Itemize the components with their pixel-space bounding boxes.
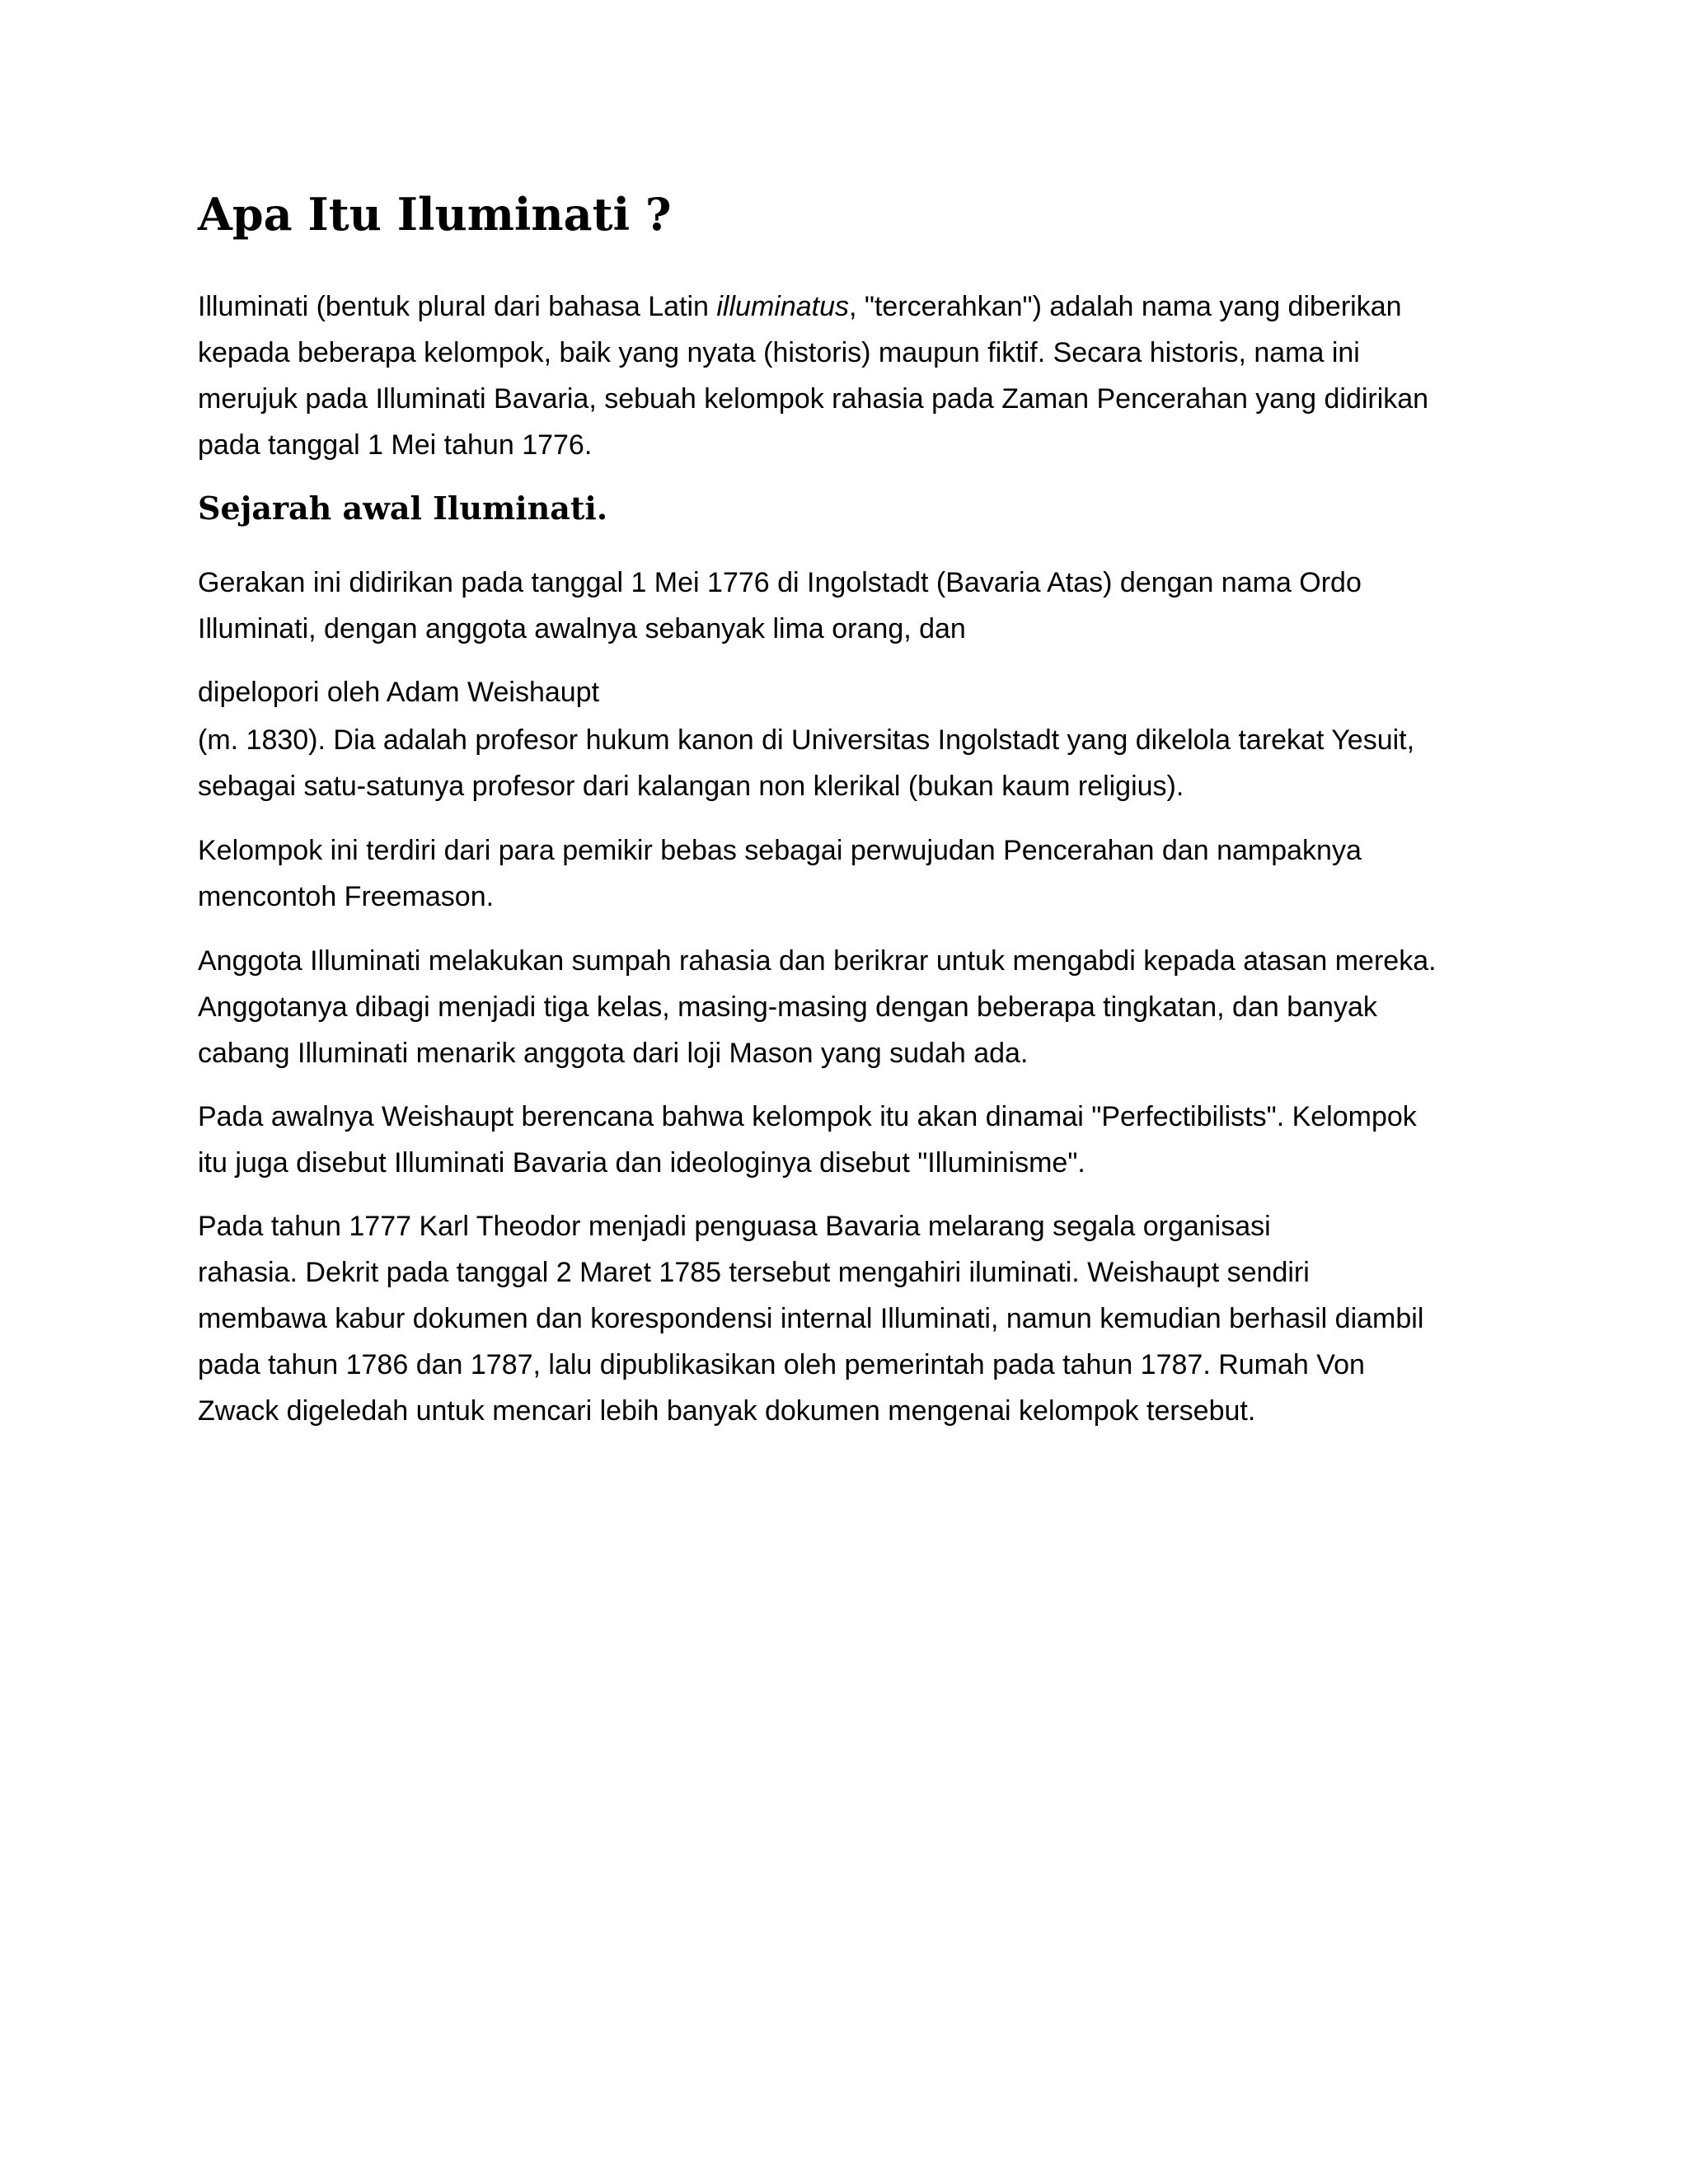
paragraph-5-line-1: Pada awalnya Weishaupt berencana bahwa kelompok itu akan dinamai "Perfectibilists". Kelompok [198,1101,1417,1132]
page-title: Apa Itu Iluminati ? [198,188,672,241]
paragraph-6-line-2: rahasia. Dekrit pada tanggal 2 Maret 1785 tersebut mengahiri iluminati. Weishaupt sendiri [198,1257,1310,1288]
intro-text-end: , "tercerahkan") adalah nama yang diberikan [849,291,1402,322]
paragraph-6-line-4: pada tahun 1786 dan 1787, lalu dipublikasikan oleh pemerintah pada tahun 1787. Rumah Von [198,1349,1365,1380]
intro-text-start: Illuminati (bentuk plural dari bahasa Latin [198,291,717,322]
intro-italic-term: illuminatus [716,291,849,322]
intro-line-1 [198,290,1402,323]
paragraph-1-line-1: Gerakan ini didirikan pada tanggal 1 Mei 1776 di Ingolstadt (Bavaria Atas) dengan nama Ordo [198,567,1362,598]
paragraph-6-line-3: membawa kabur dokumen dan korespondensi internal Illuminati, namun kemudian berhasil diambil [198,1303,1424,1334]
intro-line-3: merujuk pada Illuminati Bavaria, sebuah kelompok rahasia pada Zaman Pencerahan yang didirikan [198,383,1429,415]
paragraph-6-line-1: Pada tahun 1777 Karl Theodor menjadi penguasa Bavaria melarang segala organisasi [198,1211,1271,1242]
paragraph-2-line-1: dipelopori oleh Adam Weishaupt [198,677,600,708]
section-heading: Sejarah awal Iluminati. [198,490,608,527]
intro-line-4: pada tanggal 1 Mei tahun 1776. [198,429,593,461]
paragraph-3-line-1: Kelompok ini terdiri dari para pemikir bebas sebagai perwujudan Pencerahan dan nampaknya [198,835,1362,866]
paragraph-3-line-2: mencontoh Freemason. [198,881,495,912]
paragraph-6-line-5: Zwack digeledah untuk mencari lebih banyak dokumen mengenai kelompok tersebut. [198,1395,1256,1427]
paragraph-4-line-1: Anggota Illuminati melakukan sumpah rahasia dan berikrar untuk mengabdi kepada atasan mereka. [198,945,1437,977]
paragraph-2-line-3: sebagai satu-satunya profesor dari kalangan non klerikal (bukan kaum religius). [198,771,1184,802]
intro-line-2: kepada beberapa kelompok, baik yang nyata (historis) maupun fiktif. Secara historis, nama ini [198,337,1360,368]
paragraph-2-line-2: (m. 1830). Dia adalah profesor hukum kanon di Universitas Ingolstadt yang dikelola tarekat Yesuit, [198,724,1415,756]
paragraph-4-line-2: Anggotanya dibagi menjadi tiga kelas, masing-masing dengan beberapa tingkatan, dan banyak [198,991,1377,1023]
paragraph-5-line-2: itu juga disebut Illuminati Bavaria dan ideologinya disebut "Illuminisme". [198,1147,1085,1179]
paragraph-4-line-3: cabang Illuminati menarik anggota dari loji Mason yang sudah ada. [198,1038,1029,1069]
paragraph-1-line-2: Illuminati, dengan anggota awalnya sebanyak lima orang, dan [198,613,966,644]
